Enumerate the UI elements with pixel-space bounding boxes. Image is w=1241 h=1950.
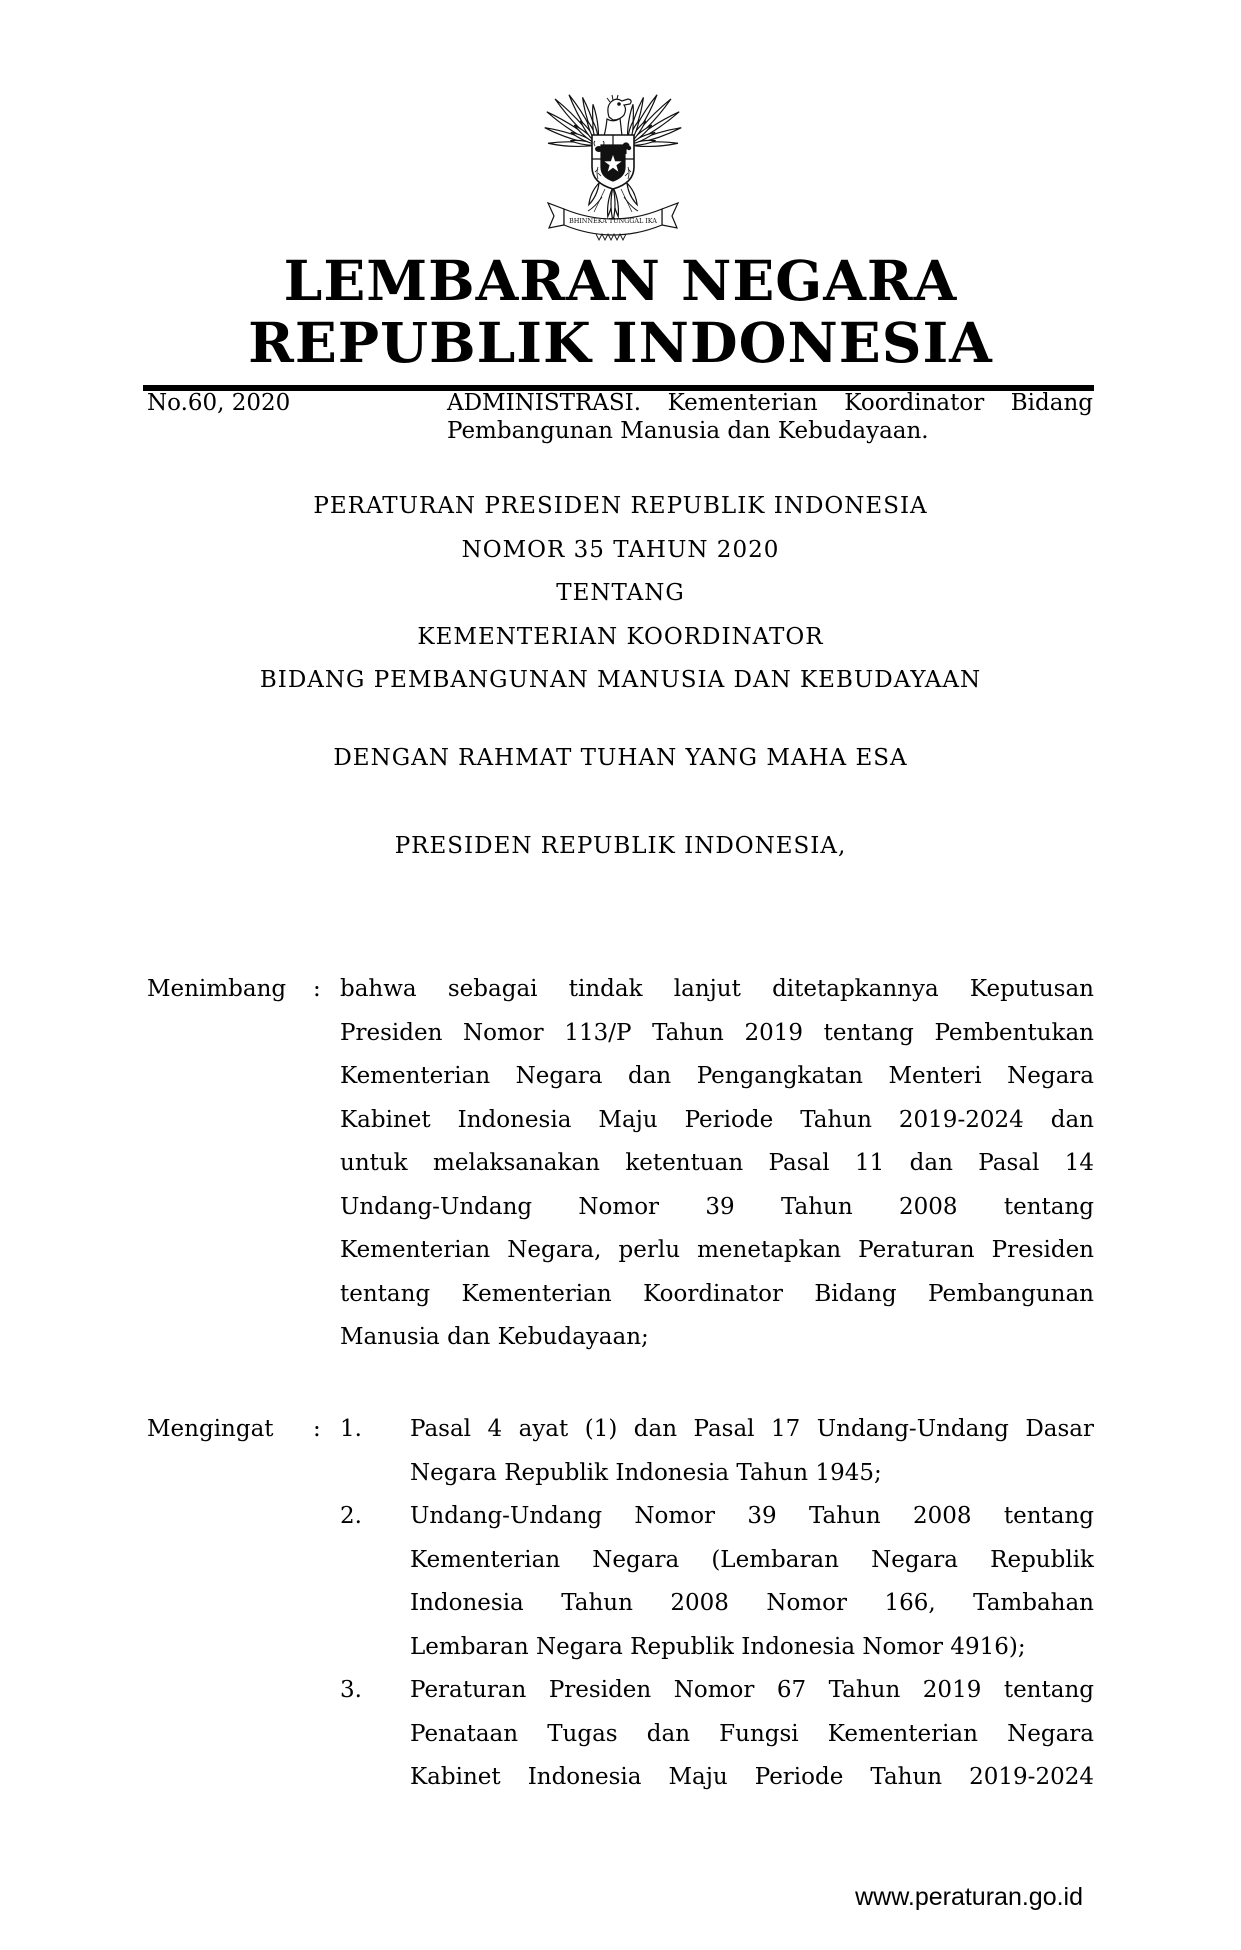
citing-item-line: Kementerian Negara (Lembaran Negara Republik [410,1546,1094,1573]
masthead-title-line2: REPUBLIK INDONESIA [248,310,993,375]
masthead-title [0,250,1241,374]
pancasila-shield [592,135,634,189]
issue-subject-line: ADMINISTRASI. Kementerian Koordinator Bidang [447,390,1093,416]
considering-line: Kementerian Negara, perlu menetapkan Peraturan Presiden [340,1237,1094,1263]
issue-subject-line: Pembangunan Manusia dan Kebudayaan. [447,417,929,444]
citing-item-line: Negara Republik Indonesia Tahun 1945; [410,1459,882,1486]
citing-item-line: Undang-Undang Nomor 39 Tahun 2008 tentang [410,1503,1094,1529]
citing-item-2-number: 2. [340,1503,362,1529]
doc-title-line1: PERATURAN PRESIDEN REPUBLIK INDONESIA [313,493,928,519]
citing-item-1 [340,1408,1094,1495]
citing-item-line: Indonesia Tahun 2008 Nomor 166, Tambahan [410,1590,1094,1616]
section-considering [147,968,1094,1360]
doc-title-line5: BIDANG PEMBANGUNAN MANUSIA DAN KEBUDAYAAN [259,667,982,693]
invocation-line: DENGAN RAHMAT TUHAN YANG MAHA ESA [333,745,908,771]
tail-feathers [606,187,620,221]
authority-line: PRESIDEN REPUBLIK INDONESIA, [394,833,847,859]
citing-item-line: Penataan Tugas dan Fungsi Kementerian Negara [410,1720,1094,1747]
citing-item-3 [340,1669,1094,1800]
considering-line: tentang Kementerian Koordinator Bidang Pembangunan [340,1280,1094,1307]
considering-line: untuk melaksanakan ketentuan Pasal 11 dan Pasal 14 [340,1150,1094,1176]
citing-item-3-text [410,1669,1094,1800]
citing-item-2 [340,1495,1094,1669]
considering-paragraph [340,968,1094,1360]
considering-line: Manusia dan Kebudayaan; [340,1324,649,1350]
citing-label: Mengingat [147,1416,274,1442]
considering-line: Undang-Undang Nomor 39 Tahun 2008 tentang [340,1193,1094,1220]
doc-title-line4: KEMENTERIAN KOORDINATOR [417,623,824,650]
citing-colon: : [313,1416,321,1442]
motto-text: BHINNEKA TUNGGAL IKA [569,217,657,225]
citing-item-line: Peraturan Presiden Nomor 67 Tahun 2019 tentang [410,1677,1094,1703]
citing-item-2-text [410,1495,1094,1669]
issue-number: No.60, 2020 [147,390,291,416]
citing-item-1-number: 1. [340,1416,362,1442]
garuda-head [608,99,631,120]
considering-colon: : [313,976,321,1002]
considering-line: Kabinet Indonesia Maju Periode Tahun 2019-2024 dan [340,1106,1094,1133]
doc-title [147,485,1094,703]
issue-subject [447,390,1093,445]
doc-title-line3: TENTANG [556,580,685,606]
considering-line: bahwa sebagai tindak lanjut ditetapkannya Keputusan [340,976,1094,1002]
citing-list [340,1408,1094,1800]
masthead-title-line1: LEMBARAN NEGARA [283,248,958,313]
citing-item-line: Kabinet Indonesia Maju Periode Tahun 2019-2024 [410,1764,1094,1790]
considering-label: Menimbang [147,976,287,1002]
citing-item-3-number: 3. [340,1677,362,1703]
citing-item-line: Lembaran Negara Republik Indonesia Nomor 4916); [410,1633,1026,1660]
section-citing [147,1408,1094,1800]
considering-line: Presiden Nomor 113/P Tahun 2019 tentang Pembentukan [340,1019,1094,1046]
footer-website: www.peraturan.go.id [855,1883,1083,1911]
citing-item-1-text [410,1408,1094,1495]
citing-item-line: Pasal 4 ayat (1) dan Pasal 17 Undang-Undang Dasar [410,1416,1094,1442]
garuda-pancasila-emblem [540,84,686,244]
considering-line: Kementerian Negara dan Pengangkatan Menteri Negara [340,1063,1094,1089]
doc-title-line2: NOMOR 35 TAHUN 2020 [461,536,780,563]
